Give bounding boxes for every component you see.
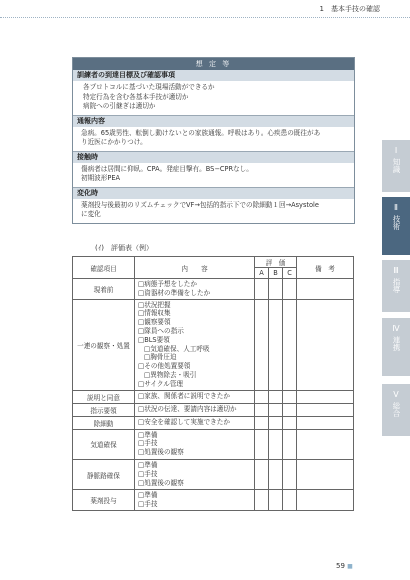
table-row bbox=[73, 490, 354, 511]
check-subitem[interactable]: □胸骨圧迫 bbox=[144, 353, 177, 362]
row-item: 静脈路確保 bbox=[73, 459, 135, 489]
grade-b-cell[interactable] bbox=[269, 459, 283, 489]
chapter-header: 1 基本手技の確認 bbox=[319, 5, 380, 13]
check-item[interactable]: □隊員への指示 bbox=[138, 326, 184, 335]
grade-a-cell[interactable] bbox=[255, 459, 269, 489]
change-body bbox=[73, 199, 354, 223]
tab-knowledge[interactable] bbox=[382, 140, 410, 192]
report-body bbox=[73, 127, 354, 151]
header-remarks: 備 考 bbox=[297, 257, 354, 279]
table-row bbox=[73, 416, 354, 429]
tab-comprehensive[interactable] bbox=[382, 384, 410, 436]
goals-line: 各プロトコルに基づいた現場活動ができるか bbox=[83, 83, 215, 91]
row-content bbox=[135, 416, 255, 429]
grade-c-cell[interactable] bbox=[283, 459, 297, 489]
remarks-cell[interactable] bbox=[297, 403, 354, 416]
row-item: 気道確保 bbox=[73, 429, 135, 459]
table-row bbox=[73, 299, 354, 390]
grade-c-cell[interactable] bbox=[283, 416, 297, 429]
check-item[interactable]: □その他処置要領 bbox=[138, 362, 191, 371]
grade-a-cell[interactable] bbox=[255, 490, 269, 511]
check-item[interactable]: □家族、関係者に説明できたか bbox=[138, 392, 230, 401]
row-content bbox=[135, 403, 255, 416]
header-divider bbox=[0, 17, 410, 18]
grade-c-cell[interactable] bbox=[283, 490, 297, 511]
tab-numeral: Ⅳ bbox=[392, 324, 400, 333]
row-content bbox=[135, 459, 255, 489]
scenario-title: 想 定 等 bbox=[73, 58, 354, 70]
check-item[interactable]: □観察要領 bbox=[138, 318, 171, 327]
change-line: 薬剤投与後最初のリズムチェックでVF→包括的指示下での除細動１回→Asystole bbox=[81, 200, 319, 209]
grade-b-cell[interactable] bbox=[269, 490, 283, 511]
grade-a-cell[interactable] bbox=[255, 416, 269, 429]
remarks-cell[interactable] bbox=[297, 279, 354, 300]
grade-b-cell[interactable] bbox=[269, 403, 283, 416]
table-row bbox=[73, 403, 354, 416]
grade-c-cell[interactable] bbox=[283, 403, 297, 416]
remarks-cell[interactable] bbox=[297, 490, 354, 511]
check-item[interactable]: □手技 bbox=[138, 500, 158, 509]
change-line: に変化 bbox=[81, 210, 101, 218]
grade-b-cell[interactable] bbox=[269, 299, 283, 390]
header-item: 確認項目 bbox=[73, 257, 135, 279]
row-item: 説明と同意 bbox=[73, 390, 135, 403]
tab-numeral: Ⅱ bbox=[394, 203, 398, 212]
row-content bbox=[135, 490, 255, 511]
check-item[interactable]: □資器材の準備をしたか bbox=[138, 288, 211, 297]
grade-b-cell[interactable] bbox=[269, 390, 283, 403]
check-item[interactable]: □処置後の観察 bbox=[138, 478, 184, 487]
report-heading: 通報内容 bbox=[73, 115, 354, 127]
check-item[interactable]: □手技 bbox=[138, 439, 158, 448]
tab-numeral: Ⅰ bbox=[394, 146, 398, 155]
grade-b-cell[interactable] bbox=[269, 429, 283, 459]
contact-body bbox=[73, 163, 354, 187]
report-line: 急病。65歳男性、転倒し動けないとの家族通報。呼吸はあり。心疾患の既往があ bbox=[81, 128, 321, 137]
goals-body bbox=[73, 81, 354, 115]
check-item[interactable]: □準備 bbox=[138, 430, 158, 439]
table-header-row bbox=[73, 257, 354, 268]
tab-guidance[interactable] bbox=[382, 260, 410, 312]
table-row bbox=[73, 390, 354, 403]
check-item[interactable]: □準備 bbox=[138, 491, 158, 500]
evaluation-table bbox=[72, 256, 354, 511]
row-content bbox=[135, 429, 255, 459]
grade-c-cell[interactable] bbox=[283, 390, 297, 403]
row-item: 現着前 bbox=[73, 279, 135, 300]
page-number-value: 59 bbox=[336, 562, 345, 570]
check-subitem[interactable]: □気道確保、人工呼吸 bbox=[144, 344, 210, 353]
row-item: 除細動 bbox=[73, 416, 135, 429]
grade-b-cell[interactable] bbox=[269, 416, 283, 429]
remarks-cell[interactable] bbox=[297, 429, 354, 459]
grade-c-cell[interactable] bbox=[283, 429, 297, 459]
tab-label: 指導 bbox=[392, 278, 401, 293]
tab-label: 技術 bbox=[392, 215, 401, 230]
check-subitem[interactable]: □異物除去・吸引 bbox=[144, 370, 197, 379]
goals-line: 特定行為を含む各基本手技が適切か bbox=[83, 92, 189, 101]
tab-label: 総合 bbox=[392, 402, 401, 417]
contact-heading: 接触時 bbox=[73, 151, 354, 163]
remarks-cell[interactable] bbox=[297, 299, 354, 390]
grade-a-cell[interactable] bbox=[255, 429, 269, 459]
goals-line: 病院への引継ぎは適切か bbox=[83, 102, 156, 110]
table-row bbox=[73, 279, 354, 300]
row-item: 薬剤投与 bbox=[73, 490, 135, 511]
grade-c-cell[interactable] bbox=[283, 279, 297, 300]
goals-heading: 訓練者の到達目標及び確認事項 bbox=[73, 70, 354, 81]
header-grade-a: A bbox=[255, 268, 269, 279]
grade-a-cell[interactable] bbox=[255, 299, 269, 390]
page-marker-icon: ■ bbox=[347, 563, 353, 570]
row-content bbox=[135, 390, 255, 403]
tab-technique[interactable] bbox=[382, 197, 410, 255]
row-content bbox=[135, 279, 255, 300]
table-caption: (ｲ) 評価表（例） bbox=[95, 244, 153, 252]
table-row bbox=[73, 429, 354, 459]
tab-cooperation[interactable] bbox=[382, 318, 410, 376]
remarks-cell[interactable] bbox=[297, 390, 354, 403]
contact-line: 傷病者は居間に仰臥。CPA。発症目撃有。BS−CPRなし。 bbox=[81, 164, 253, 173]
tab-numeral: Ⅴ bbox=[393, 390, 399, 399]
header-content: 内 容 bbox=[135, 257, 255, 279]
check-item[interactable]: □サイクル管理 bbox=[138, 379, 184, 388]
header-grade-b: B bbox=[269, 268, 283, 279]
remarks-cell[interactable] bbox=[297, 459, 354, 489]
remarks-cell[interactable] bbox=[297, 416, 354, 429]
check-item[interactable]: □安全を確認して実施できたか bbox=[138, 418, 230, 427]
check-item[interactable]: □手技 bbox=[138, 469, 158, 478]
check-item[interactable]: □BLS要領 bbox=[138, 335, 170, 344]
grade-a-cell[interactable] bbox=[255, 279, 269, 300]
check-item[interactable]: □処置後の観察 bbox=[138, 448, 184, 457]
grade-c-cell[interactable] bbox=[283, 299, 297, 390]
tab-numeral: Ⅲ bbox=[393, 266, 399, 275]
tab-label: 連携 bbox=[392, 336, 401, 351]
report-line: り近医にかかりつけ。 bbox=[81, 138, 147, 146]
check-item[interactable]: □準備 bbox=[138, 460, 158, 469]
contact-line: 初期波形PEA bbox=[81, 174, 121, 182]
check-item[interactable]: □病態予想をしたか bbox=[138, 280, 197, 288]
grade-b-cell[interactable] bbox=[269, 279, 283, 300]
check-item[interactable]: □状況把握 bbox=[138, 300, 171, 309]
check-item[interactable]: □情報収集 bbox=[138, 309, 171, 318]
grade-a-cell[interactable] bbox=[255, 403, 269, 416]
row-content bbox=[135, 299, 255, 390]
check-item[interactable]: □状況の伝達、要請内容は適切か bbox=[138, 405, 237, 414]
table-row bbox=[73, 459, 354, 489]
page-number bbox=[336, 562, 353, 570]
header-eval: 評 価 bbox=[255, 257, 297, 268]
row-item: 指示要領 bbox=[73, 403, 135, 416]
change-heading: 変化時 bbox=[73, 187, 354, 199]
scenario-box bbox=[72, 57, 355, 224]
row-item: 一連の観察・処置 bbox=[73, 299, 135, 390]
header-grade-c: C bbox=[283, 268, 297, 279]
tab-label: 知識 bbox=[392, 158, 401, 173]
grade-a-cell[interactable] bbox=[255, 390, 269, 403]
